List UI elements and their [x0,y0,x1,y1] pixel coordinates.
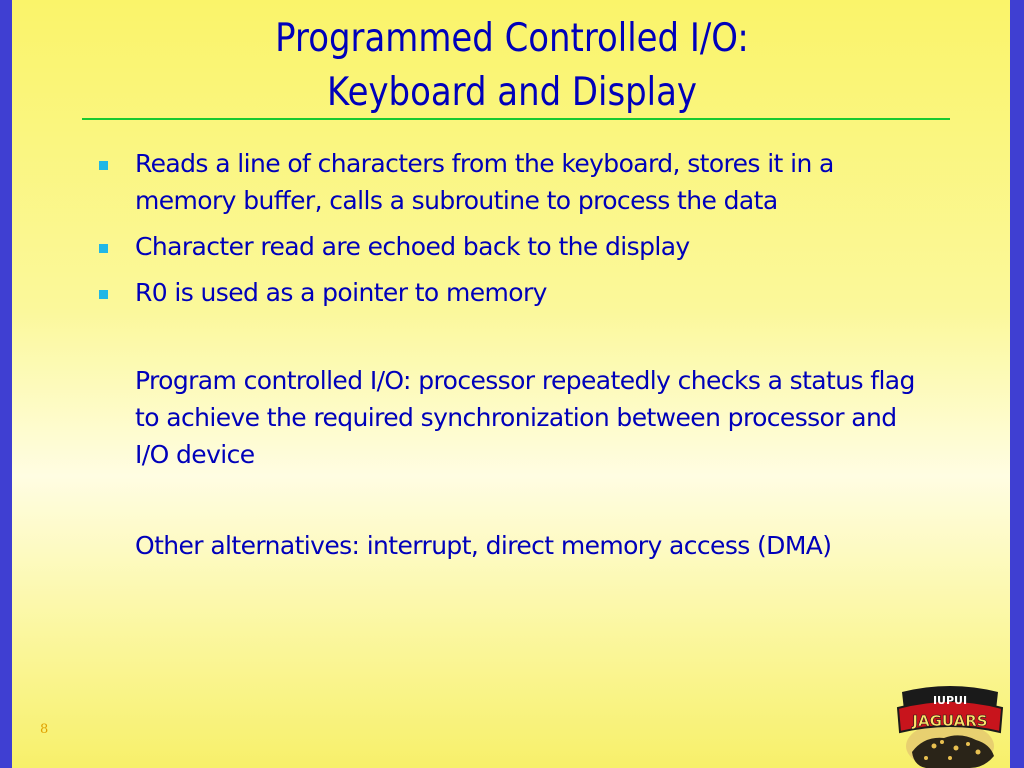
alternatives-paragraph: Other alternatives: interrupt, direct memory access (DMA) [135,531,832,560]
title-divider [82,118,950,120]
logo-text-jaguars: JAGUARS [912,712,988,730]
program-controlled-io-paragraph: Program controlled I/O: processor repeatedly checks a status flag to achieve the required synchronization between processor and I/O device [135,366,915,469]
page-number: 8 [40,722,49,737]
bullet-text: Reads a line of characters from the keyboard, stores it in a memory buffer, calls a subroutine to process the data [135,149,834,215]
logo-text-iupui: IUPUI [932,694,968,707]
bullet-square-icon [99,161,108,170]
bullet-item [98,274,938,311]
bullet-square-icon [99,244,108,253]
bullet-text: R0 is used as a pointer to memory [135,278,547,307]
title-line-1: Programmed Controlled I/O: [275,16,749,61]
bullet-list [98,145,938,320]
left-border-bar [0,0,12,768]
bullet-square-icon [99,290,108,299]
iupui-jaguars-logo [896,682,1004,768]
bullet-item [98,145,938,219]
bullet-item [98,228,938,265]
slide-title [119,12,905,120]
title-line-2: Keyboard and Display [327,70,697,115]
bullet-text: Character read are echoed back to the display [135,232,690,261]
right-border-bar [1010,0,1024,768]
